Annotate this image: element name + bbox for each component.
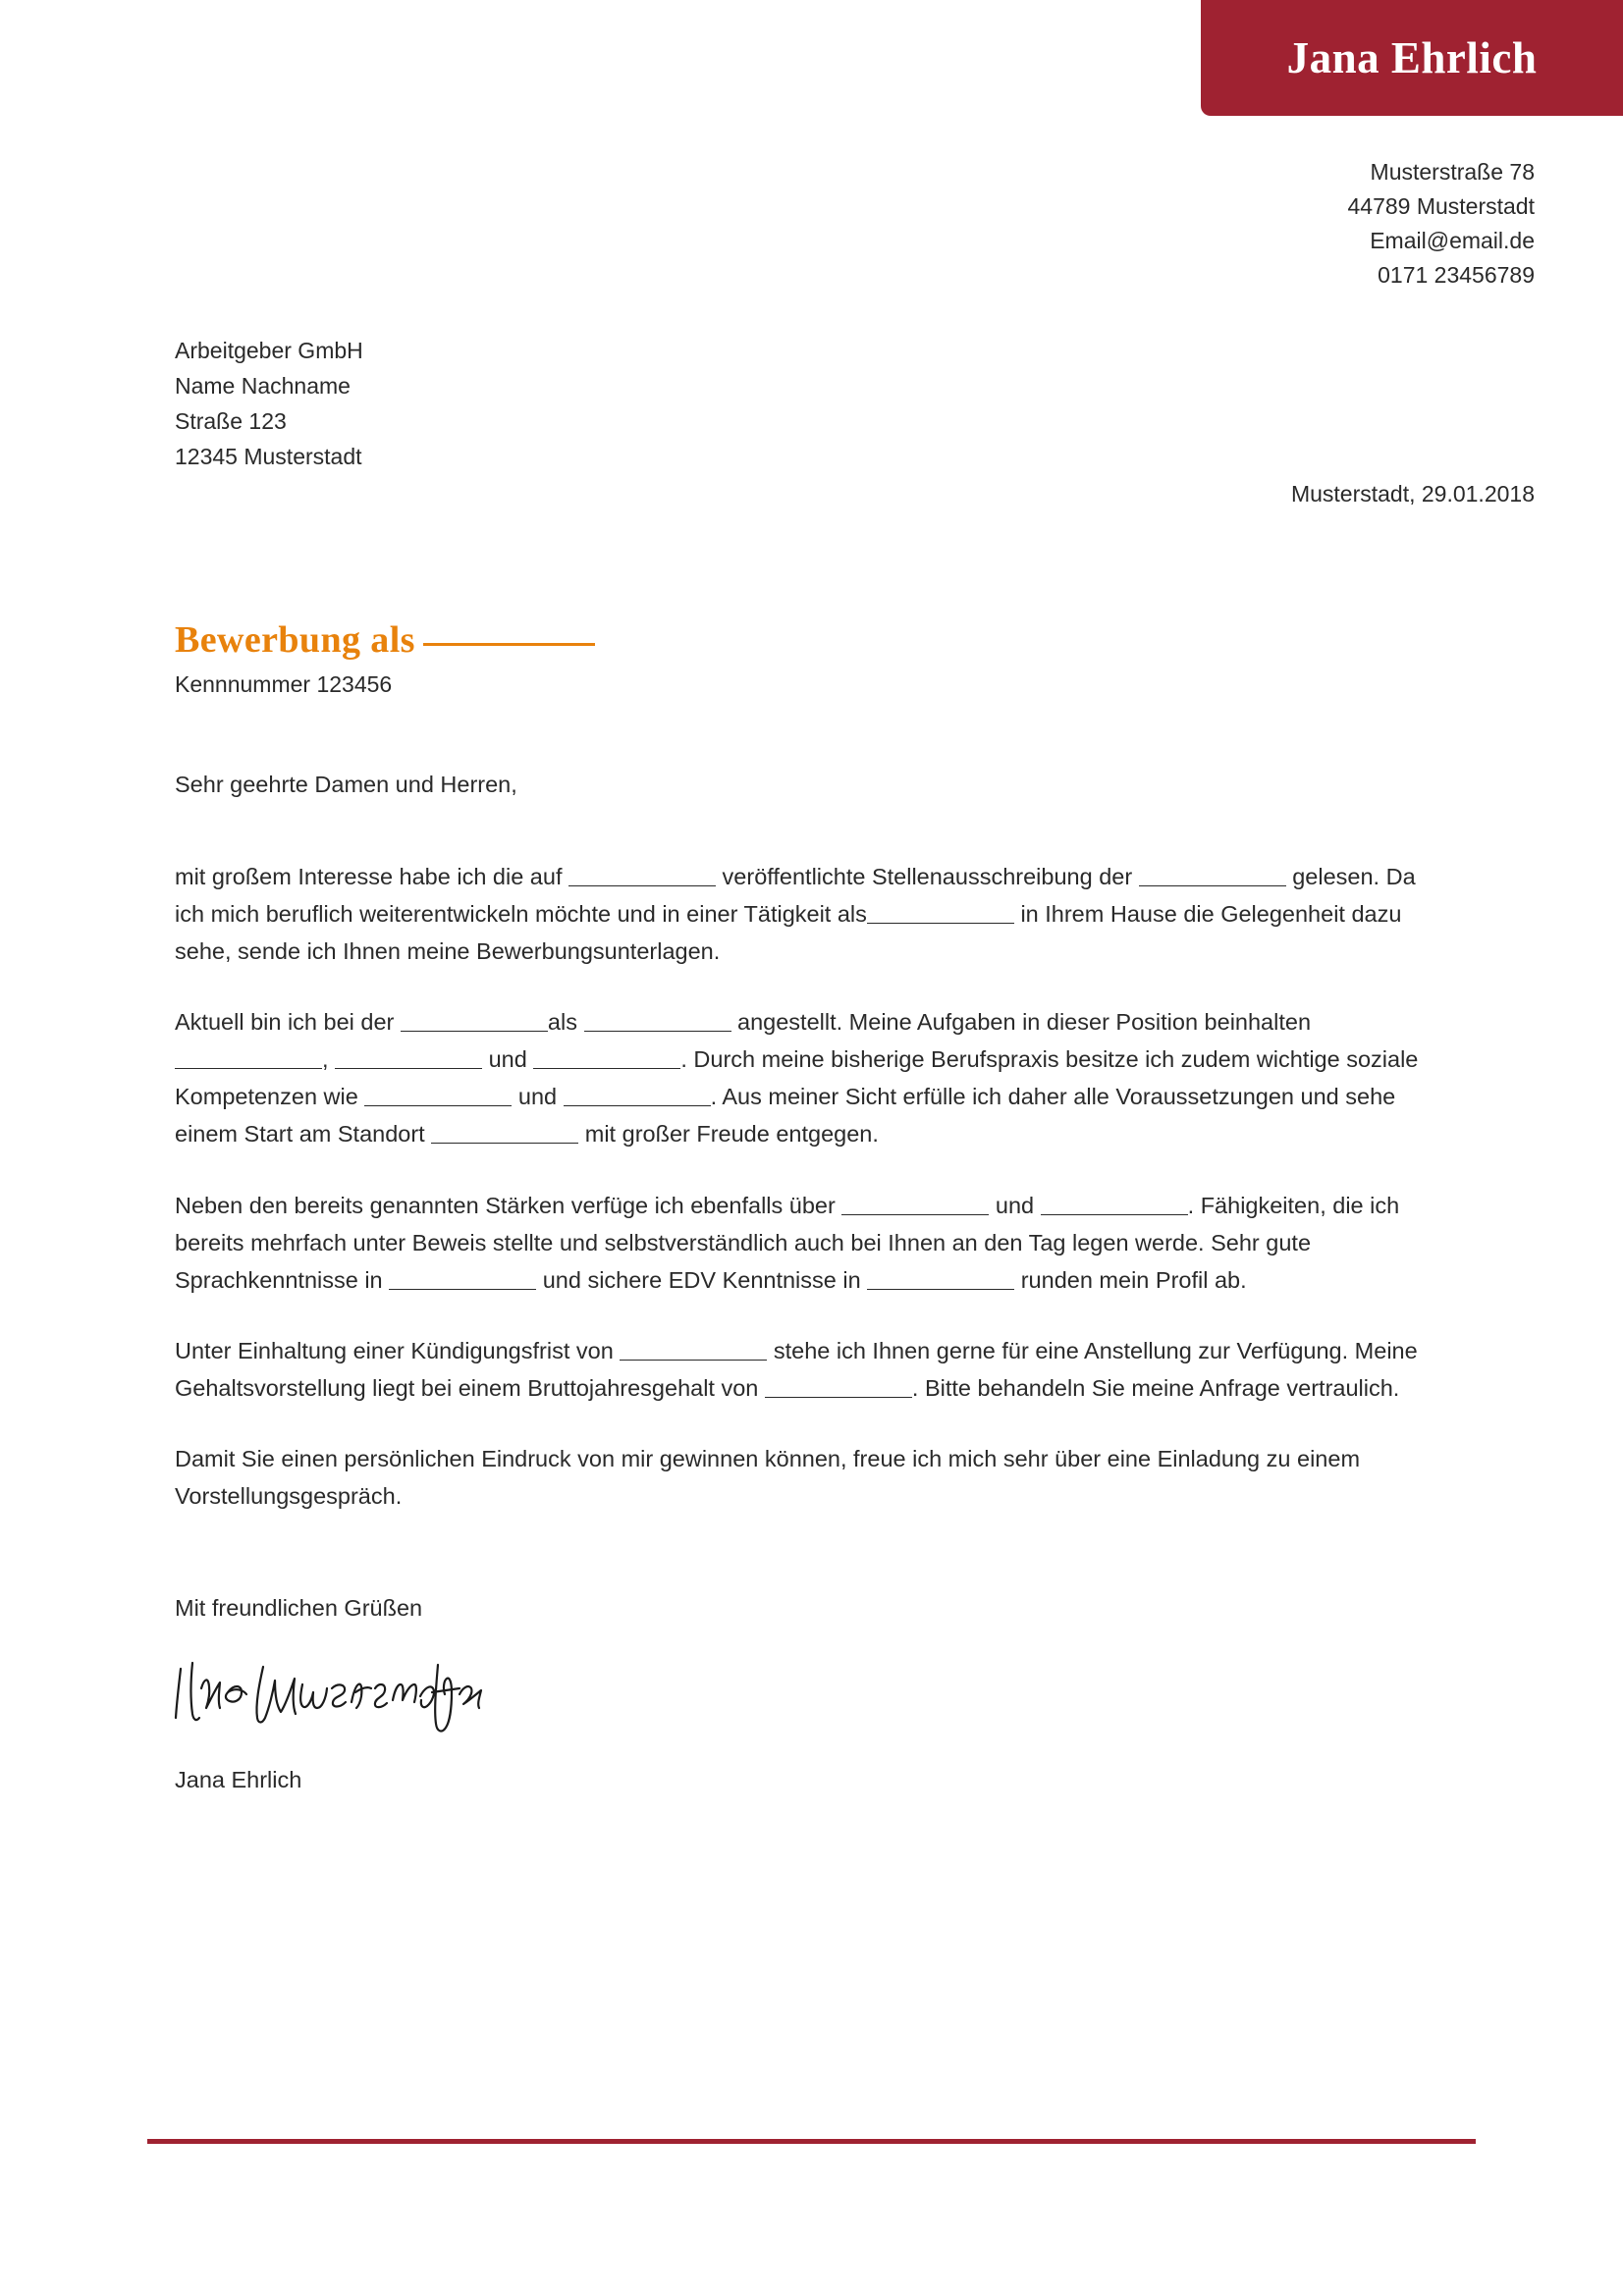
blank-field <box>841 1191 989 1215</box>
p2-text-c: angestellt. Meine Aufgaben in dieser Position beinhalten <box>737 1009 1312 1036</box>
sender-city: 44789 Musterstadt <box>1347 192 1535 219</box>
p4-text-b: stehe ich Ihnen gerne für eine Anstellung zur Verfügung. Meine Gehaltsvorstellung liegt bei einem Bruttojahresgehalt von <box>175 1337 1418 1401</box>
blank-field <box>620 1336 767 1361</box>
letter-body <box>175 766 1449 1548</box>
signature-image <box>169 1649 493 1739</box>
p2-text-f: . Durch meine bisherige Berufspraxis besitze ich zudem wichtige soziale Kompetenzen wie <box>175 1046 1419 1110</box>
place-and-date: Musterstadt, 29.01.2018 <box>1290 481 1535 507</box>
recipient-street: Straße 123 <box>175 407 287 434</box>
blank-field <box>568 863 716 887</box>
p1-text-d: in Ihrem Hause die Gelegenheit dazu sehe, sende ich Ihnen meine Bewerbungsunterlagen. <box>175 901 1402 965</box>
p2-text-d: , <box>322 1046 329 1073</box>
recipient-company: Arbeitgeber GmbH <box>175 338 363 363</box>
blank-field <box>564 1083 711 1107</box>
blank-field <box>1041 1191 1188 1215</box>
p3-text-d: und sichere EDV Kenntnisse in <box>542 1266 861 1293</box>
salutation: Sehr geehrte Damen und Herren, <box>175 772 517 797</box>
p1-text-b: veröffentlichte Stellenausschreibung der <box>722 864 1133 890</box>
sender-street: Musterstraße 78 <box>1370 159 1535 185</box>
blank-field <box>335 1045 482 1070</box>
subject-section <box>175 618 1451 698</box>
footer-rule <box>147 2139 1476 2144</box>
p2-text-b: als <box>547 1009 577 1036</box>
subject-reference: Kennnummer 123456 <box>175 671 393 697</box>
paragraph-5: Damit Sie einen persönlichen Eindruck von mir gewinnen können, freue ich mich sehr über eine Einladung zu einem Vorstellungsgespräch. <box>175 1445 1361 1509</box>
blank-field <box>431 1120 578 1145</box>
subject-blank-line <box>423 643 595 646</box>
blank-field <box>584 1008 731 1033</box>
signature-name: Jana Ehrlich <box>175 1767 302 1792</box>
blank-field <box>867 1265 1014 1290</box>
p4-text-a: Unter Einhaltung einer Kündigungsfrist von <box>175 1337 614 1363</box>
subject-title <box>175 618 1451 662</box>
recipient-contact: Name Nachname <box>175 372 351 399</box>
blank-field <box>1139 863 1286 887</box>
p1-text-a: mit großem Interesse habe ich die auf <box>175 864 563 890</box>
recipient-city: 12345 Musterstadt <box>175 443 362 469</box>
sender-email: Email@email.de <box>1370 227 1535 253</box>
p3-text-c: . Fähigkeiten, die ich bereits mehrfach unter Beweis stellte und selbstverständlich auch bei Ihnen an den Tag legen werde. Sehr gute Sprachkenntnisse in <box>175 1192 1400 1293</box>
p2-text-e: und <box>488 1046 527 1073</box>
p2-text-h: . Aus meiner Sicht erfülle ich daher alle Voraussetzungen und sehe einem Start am Standort <box>175 1084 1396 1148</box>
paragraph-3 <box>175 1187 1449 1299</box>
blank-field <box>364 1083 512 1107</box>
paragraph-4 <box>175 1332 1449 1407</box>
blank-field <box>401 1008 548 1033</box>
p2-text-g: und <box>517 1084 558 1110</box>
p3-text-a: Neben den bereits genannten Stärken verfüge ich ebenfalls über <box>175 1192 836 1218</box>
header-name-banner <box>1201 0 1623 116</box>
blank-field <box>175 1045 322 1070</box>
p1-text-c: gelesen. Da ich mich beruflich weiterentwickeln möchte und in einer Tätigkeit als <box>175 864 1416 928</box>
blank-field <box>765 1373 912 1398</box>
paragraph-2 <box>175 1003 1449 1152</box>
sender-contact-block <box>1347 155 1535 293</box>
p3-text-e: runden mein Profil ab. <box>1020 1266 1247 1293</box>
blank-field <box>389 1265 536 1290</box>
closing-greeting: Mit freundlichen Grüßen <box>175 1595 423 1621</box>
p2-text-i: mit großer Freude entgegen. <box>584 1121 879 1148</box>
blank-field <box>533 1045 680 1070</box>
p4-text-c: . Bitte behandeln Sie meine Anfrage vertraulich. <box>911 1374 1400 1401</box>
applicant-name: Jana Ehrlich <box>1286 33 1538 82</box>
sender-phone: 0171 23456789 <box>1378 261 1535 288</box>
paragraph-1 <box>175 858 1449 970</box>
blank-field <box>867 900 1014 925</box>
p3-text-b: und <box>995 1192 1035 1218</box>
p2-text-a: Aktuell bin ich bei der <box>175 1009 395 1036</box>
recipient-address-block <box>175 334 363 475</box>
subject-title-text: Bewerbung als <box>175 619 415 661</box>
